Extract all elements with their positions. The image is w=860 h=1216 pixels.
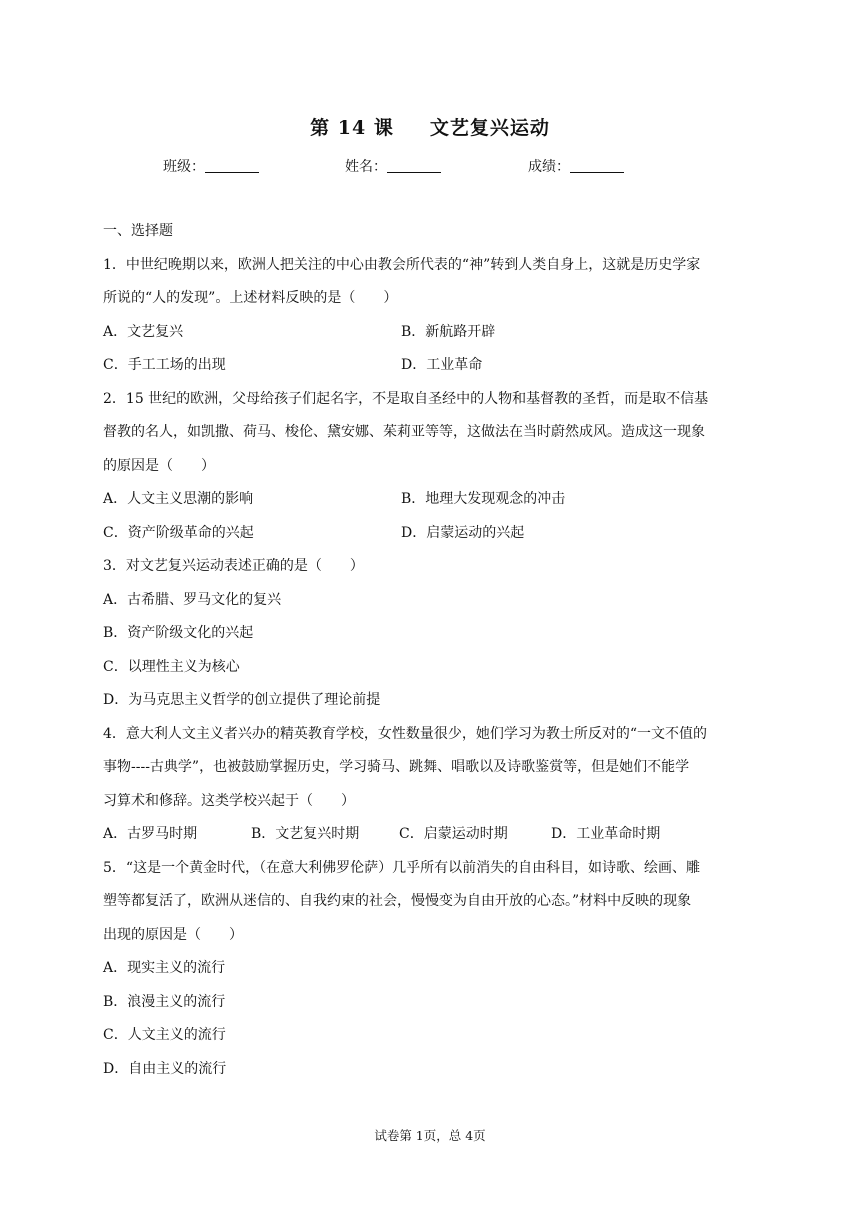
q1-options-row-1 [103,321,763,355]
q3-option-b: B．资产阶级文化的兴起 [103,625,254,641]
q1-line-1: 1．中世纪晚期以来，欧洲人把关注的中心由教会所代表的“神”转到人类自身上，这就是历史学家 [103,256,701,273]
section-heading: 一、选择题 [103,223,173,239]
q1-option-d: D．工业革命 [401,357,483,373]
q1-option-b: B．新航路开辟 [401,323,496,340]
q5-line-1: 5．“这是一个黄金时代，（在意大利佛罗伦萨）几乎所有以前消失的自由科目，如诗歌、绘画、雕 [103,859,701,876]
q2-line-2: 督教的名人，如凯撒、荷马、梭伦、黛安娜、茱莉亚等等，这做法在当时蔚然成风。造成这一现象 [103,424,705,440]
score-blank[interactable] [570,158,624,173]
q3-option-a: A．古希腊、罗马文化的复兴 [103,591,282,608]
q2-option-d: D．启蒙运动的兴起 [401,524,525,541]
lesson-topic: 文艺复兴运动 [429,117,550,139]
q4-option-a: A．古罗马时期 [103,826,198,842]
q5-option-a: A．现实主义的流行 [103,960,226,976]
page-title [0,113,860,140]
q1-options-row-2 [103,354,763,388]
q1-option-c: C．手工工场的出现 [103,357,226,373]
q5-option-c: C．人文主义的流行 [103,1027,226,1043]
q2-option-b: B．地理大发现观念的冲击 [401,491,566,507]
q2-option-c: C．资产阶级革命的兴起 [103,524,254,541]
q1-line-2: 所说的“人的发现”。上述材料反映的是（ ） [103,290,398,306]
q2-options-row-2 [103,522,763,556]
q4-option-c: C．启蒙运动时期 [399,826,508,842]
q4-options-row [103,823,763,857]
q3-option-c: C．以理性主义为核心 [103,658,240,675]
q4-option-b: B．文艺复兴时期 [251,826,360,842]
name-blank[interactable] [387,158,441,173]
class-blank[interactable] [205,158,259,173]
q3-line-1: 3．对文艺复兴运动表述正确的是（ ） [103,558,364,574]
q3-option-d: D．为马克思主义哲学的创立提供了理论前提 [103,692,381,708]
name-label: 姓名： [345,159,387,175]
q1-option-a: A．文艺复兴 [103,323,184,340]
q5-option-b: B．浪漫主义的流行 [103,993,226,1010]
class-field [163,156,259,176]
q5-option-d: D．自由主义的流行 [103,1060,227,1077]
page-footer: 试卷第 1页，总 4页 [374,1128,486,1143]
name-field [345,156,441,176]
lesson-number: 第 14 课 [310,117,394,139]
q4-line-3: 习算术和修辞。这类学校兴起于（ ） [103,792,355,809]
score-field [528,156,624,176]
q2-options-row-1 [103,488,763,522]
q4-line-1: 4．意大利人文主义者兴办的精英教育学校，女性数量很少，她们学习为教士所反对的“一文不值的 [103,725,708,742]
q4-line-2: 事物----古典学”，也被鼓励掌握历史，学习骑马、跳舞、唱歌以及诗歌鉴赏等，但是她们不能学 [103,759,690,775]
q4-option-d: D．工业革命时期 [551,826,661,842]
q2-line-1: 2．15 世纪的欧洲，父母给孩子们起名字，不是取自圣经中的人物和基督教的圣哲，而是取不信基 [103,390,709,407]
class-label: 班级： [163,159,205,175]
score-label: 成绩： [528,159,570,175]
question-list [103,220,763,1091]
q5-line-2: 塑等都复活了，欧洲从迷信的、自我约束的社会，慢慢变为自由开放的心态。”材料中反映的现象 [103,893,692,909]
q2-option-a: A．人文主义思潮的影响 [103,491,254,507]
q2-line-3: 的原因是（ ） [103,457,215,474]
q5-line-3: 出现的原因是（ ） [103,926,243,943]
